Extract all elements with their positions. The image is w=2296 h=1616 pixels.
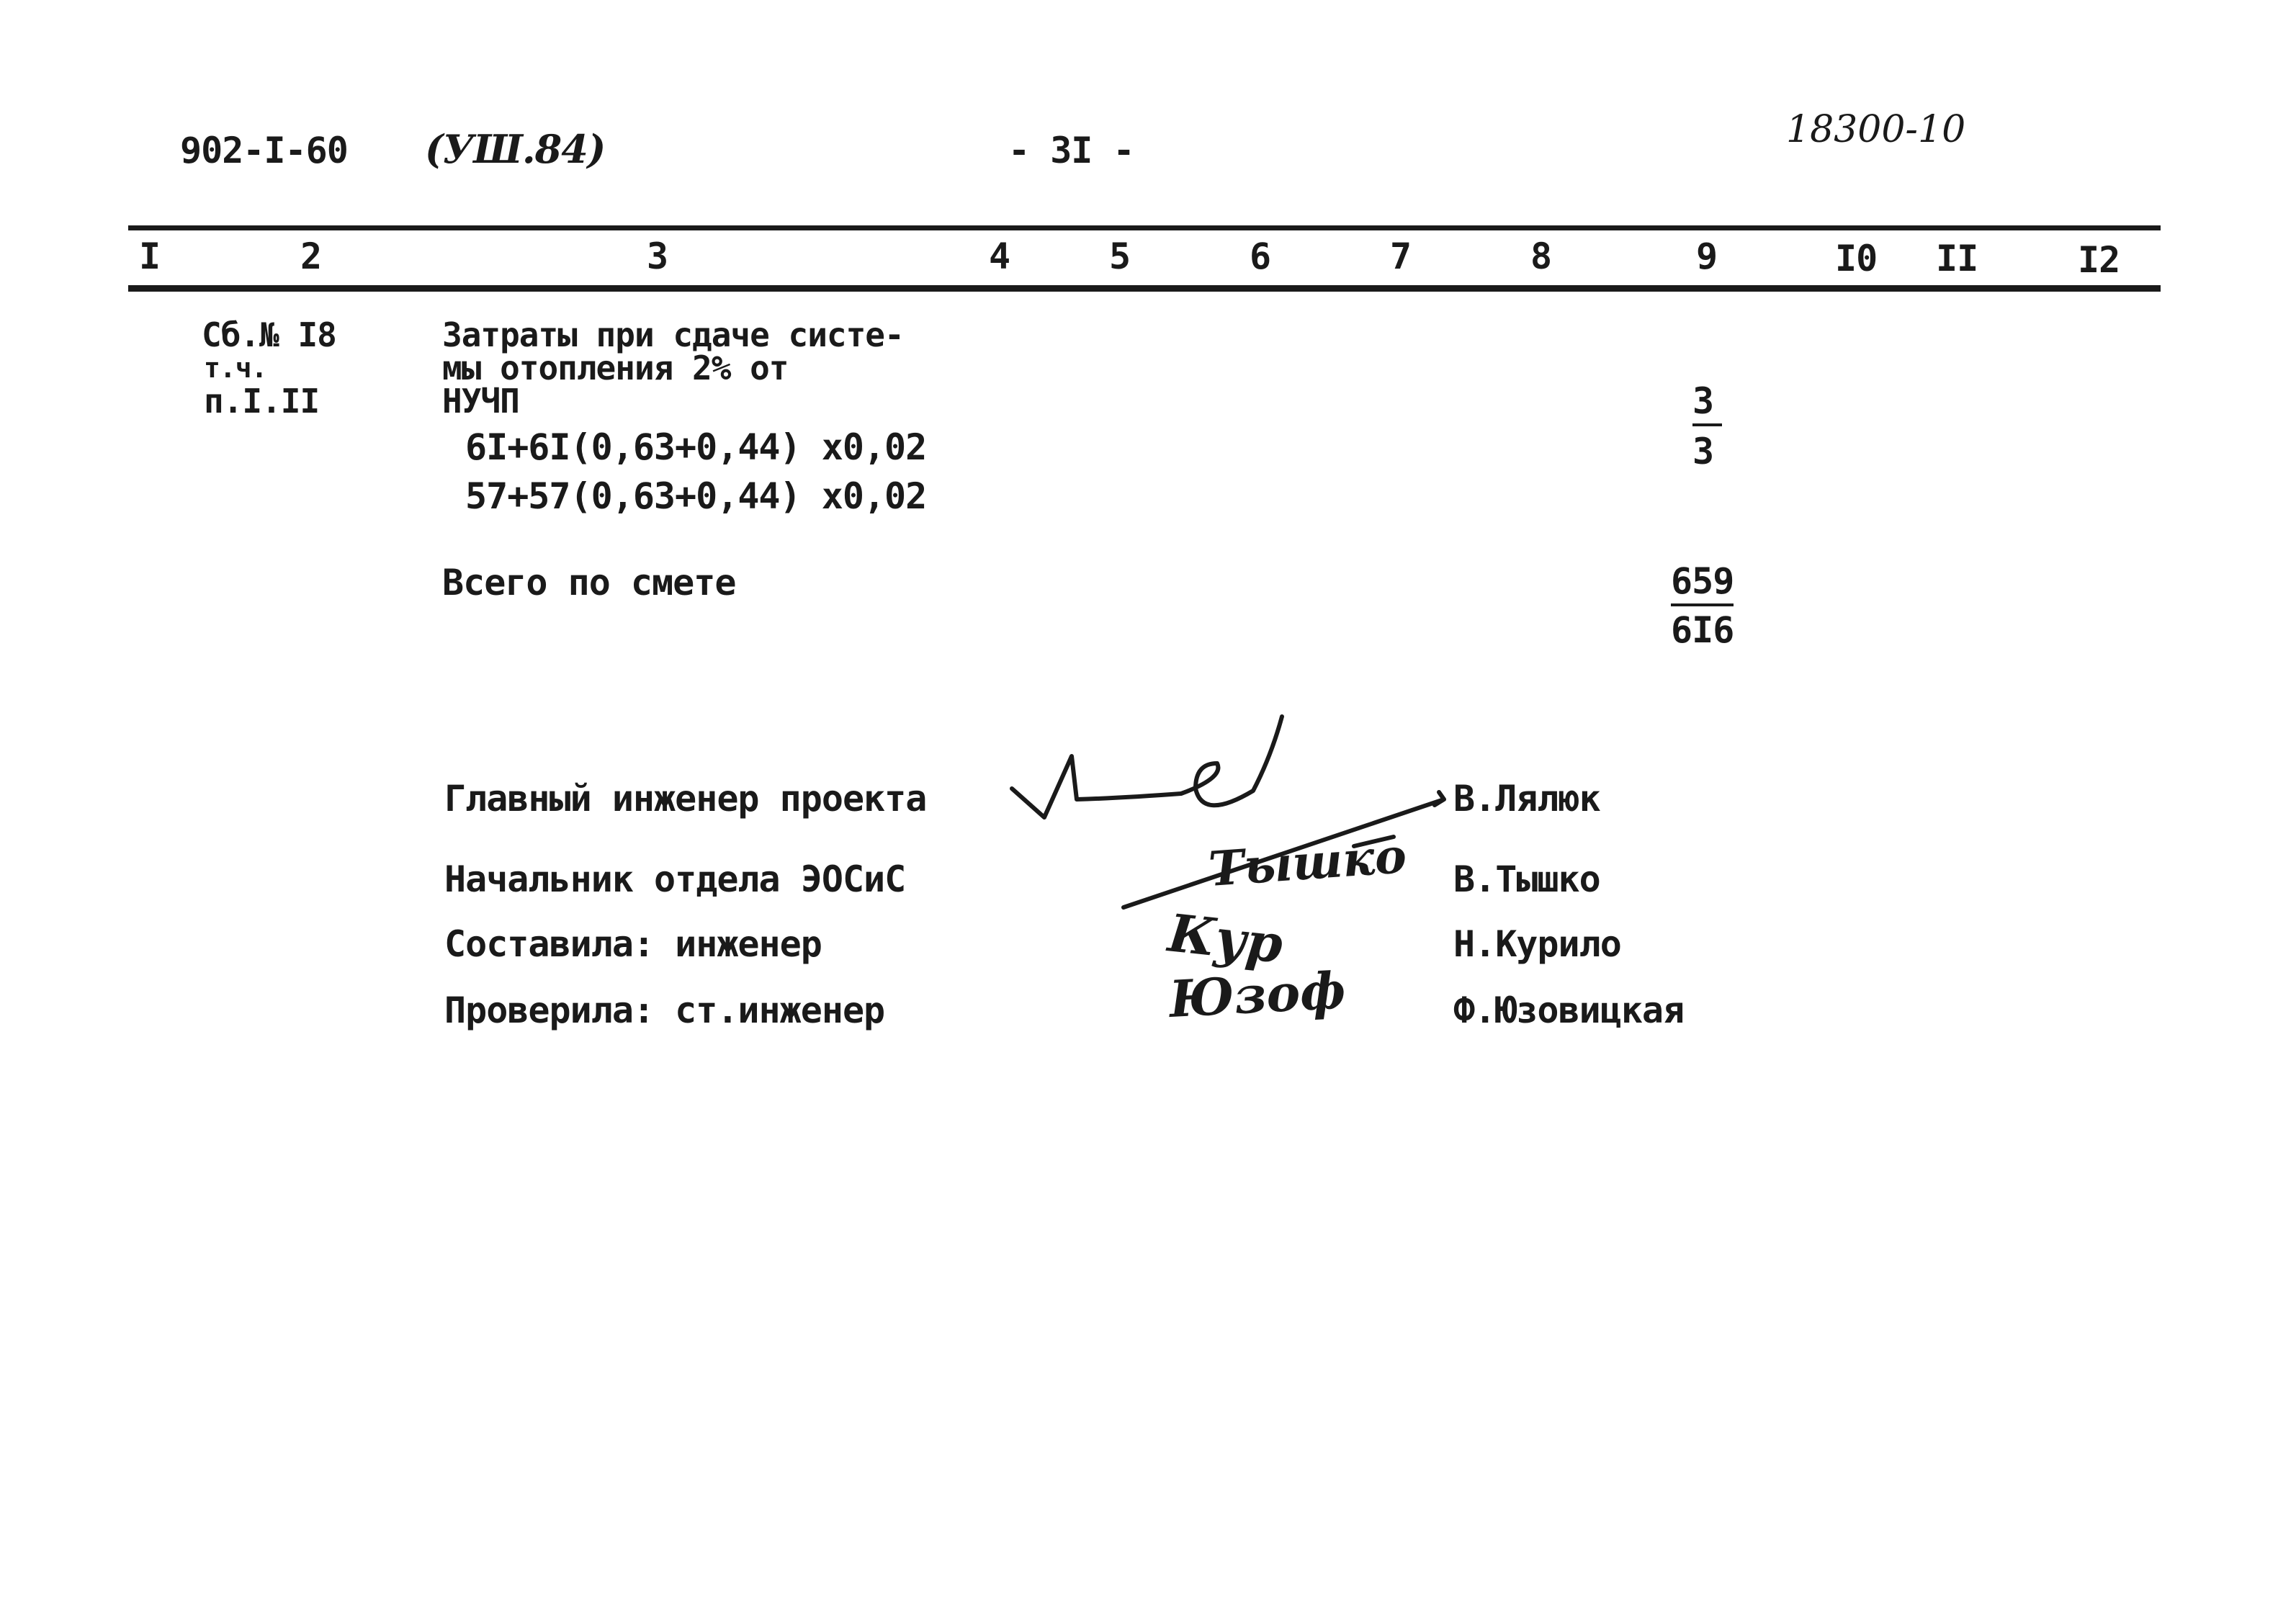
- column-header-12: I2: [2078, 239, 2120, 281]
- entry-formula-line-2: 57+57(0,63+0,44) х0,02: [465, 475, 927, 517]
- signature-name-1: В.Лялюк: [1453, 778, 1600, 820]
- column-header-5: 5: [1109, 235, 1131, 277]
- entry-desc-line-2: мы отопления 2% от: [442, 349, 789, 387]
- signature-mark-tyshko: Тышко: [1206, 827, 1409, 897]
- total-label: Всего по смете: [442, 562, 736, 603]
- signature-name-2: В.Тышко: [1453, 858, 1600, 900]
- signature-role-3: Составила: инженер: [444, 923, 822, 965]
- archive-number: 18300-10: [1786, 108, 1966, 151]
- total-value-bottom: 6I6: [1671, 609, 1734, 651]
- document-date: (УШ.84): [425, 126, 606, 172]
- column-header-10: I0: [1835, 238, 1878, 279]
- column-header-3: 3: [647, 235, 668, 277]
- signature-name-3: Н.Курило: [1453, 923, 1621, 965]
- signature-role-4: Проверила: ст.инженер: [444, 989, 885, 1031]
- signature-name-4: Ф.Юзовицкая: [1453, 989, 1685, 1031]
- entry-formula-line-1: 6I+6I(0,63+0,44) х0,02: [465, 426, 927, 468]
- signature-mark-yuzovitskaya: Юзоф: [1167, 960, 1347, 1029]
- signature-mark-kurilo: Кур: [1165, 902, 1286, 975]
- column-header-7: 7: [1390, 235, 1412, 277]
- entry-ref-line-3: п.I.II: [204, 382, 320, 421]
- total-value-top: 659: [1671, 560, 1734, 606]
- entry-desc-line-1: Затраты при сдаче систе-: [442, 315, 904, 354]
- column-header-2: 2: [300, 235, 322, 277]
- column-header-11: II: [1936, 238, 1978, 279]
- page-number: - 3I -: [1008, 130, 1134, 171]
- column-header-9: 9: [1696, 235, 1718, 277]
- entry-desc-line-3: НУЧП: [442, 382, 519, 421]
- column-header-4: 4: [989, 235, 1010, 277]
- column-header-8: 8: [1530, 235, 1552, 277]
- column-header-1: I: [139, 235, 161, 277]
- entry-value-bottom: 3: [1692, 431, 1714, 472]
- entry-value-top: 3: [1692, 380, 1722, 426]
- entry-ref-line-2: т.ч.: [204, 352, 267, 384]
- column-header-6: 6: [1250, 235, 1271, 277]
- signature-role-1: Главный инженер проекта: [444, 778, 927, 820]
- signature-role-2: Начальник отдела ЭОСиС: [444, 858, 906, 900]
- signature-mark-chief-engineer: [1012, 717, 1282, 817]
- entry-ref-line-1: Сб.№ I8: [202, 315, 336, 354]
- document-code: 902-I-60: [180, 130, 348, 171]
